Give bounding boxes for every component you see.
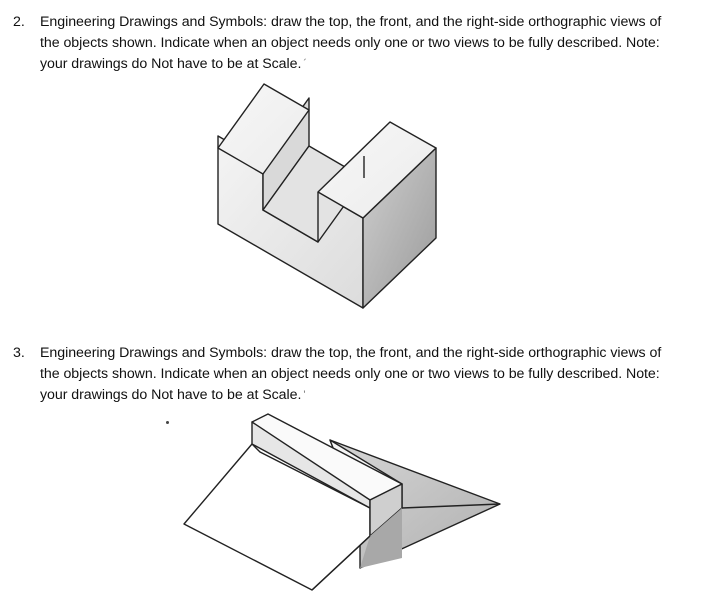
question-line: the objects shown. Indicate when an object needs only one or two views to be fully described. Note: bbox=[40, 366, 660, 382]
question-number: 3. bbox=[13, 345, 25, 361]
wedge-ridge-isometric-figure bbox=[170, 408, 510, 592]
question-line-text: your drawings do Not have to be at Scale. bbox=[40, 56, 302, 72]
question-line-last bbox=[40, 54, 712, 75]
question-line: Engineering Drawings and Symbols: draw the top, the front, and the right-side orthographic views of bbox=[40, 345, 662, 361]
stray-mark: ' bbox=[303, 389, 306, 401]
stray-dot bbox=[166, 421, 169, 424]
stray-mark: ´ bbox=[303, 58, 307, 70]
question-line-last bbox=[40, 385, 712, 406]
question-line: Engineering Drawings and Symbols: draw the top, the front, and the right-side orthographic views of bbox=[40, 14, 662, 30]
u-block-isometric-figure bbox=[196, 76, 446, 316]
question-number: 2. bbox=[13, 14, 25, 30]
question-line: the objects shown. Indicate when an object needs only one or two views to be fully described. Note: bbox=[40, 35, 660, 51]
question-text bbox=[40, 12, 712, 75]
question-text bbox=[40, 343, 712, 406]
question-line-text: your drawings do Not have to be at Scale. bbox=[40, 387, 302, 403]
